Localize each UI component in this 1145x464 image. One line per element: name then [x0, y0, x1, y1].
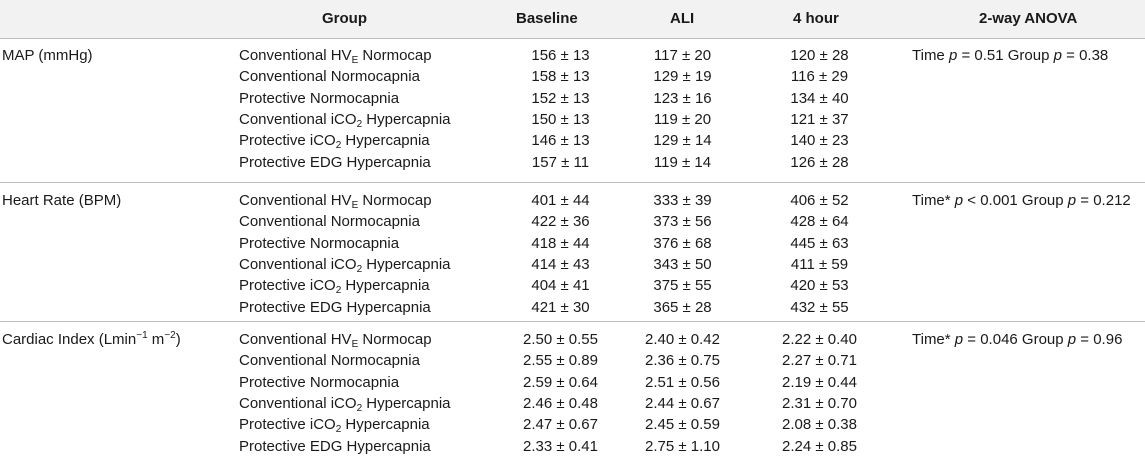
baseline-cell: 2.50 ± 0.55 [523, 331, 598, 348]
baseline-cell: 158 ± 13 [531, 68, 590, 86]
parameter-label: MAP (mmHg) [2, 47, 93, 64]
table-row [0, 395, 1145, 416]
ali-cell: 343 ± 50 [653, 255, 712, 273]
table-section [0, 182, 1145, 322]
table-row [0, 416, 1145, 437]
ali-cell: 2.75 ± 1.10 [645, 437, 720, 455]
ali-cell: 129 ± 14 [653, 132, 712, 150]
ali-cell: 333 ± 39 [653, 192, 712, 209]
group-cell: Conventional Normocapnia [239, 68, 420, 86]
header-baseline: Baseline [516, 10, 578, 27]
table-row [0, 154, 1145, 175]
four-hour-cell: 2.22 ± 0.40 [782, 331, 857, 348]
group-cell: Protective EDG Hypercapnia [239, 153, 431, 171]
four-hour-cell: 2.27 ± 0.71 [782, 352, 857, 370]
anova-result: Time* p = 0.046 Group p = 0.96 [912, 331, 1123, 348]
baseline-cell: 418 ± 44 [531, 234, 590, 252]
ali-cell: 365 ± 28 [653, 298, 712, 316]
group-cell: Protective EDG Hypercapnia [239, 298, 431, 316]
baseline-cell: 156 ± 13 [531, 47, 590, 64]
four-hour-cell: 2.24 ± 0.85 [782, 437, 857, 455]
group-cell: Conventional Normocapnia [239, 213, 420, 231]
ali-cell: 373 ± 56 [653, 213, 712, 231]
header-group: Group [322, 10, 367, 27]
header-ali: ALI [670, 10, 695, 27]
table-row [0, 256, 1145, 277]
ali-cell: 2.44 ± 0.67 [645, 394, 720, 412]
table-row [0, 277, 1145, 298]
parameter-label: Heart Rate (BPM) [2, 192, 122, 209]
ali-cell: 2.40 ± 0.42 [645, 331, 720, 348]
ali-cell: 2.45 ± 0.59 [645, 416, 720, 434]
baseline-cell: 414 ± 43 [531, 255, 590, 273]
parameter-label: Cardiac Index (Lmin$^{-1}$ $m^{-2}$) [2, 330, 181, 348]
table-row [0, 374, 1145, 395]
ali-cell: 119 ± 14 [653, 153, 712, 171]
group-cell: Protective Normocapnia [239, 234, 400, 252]
ali-cell: 123 ± 16 [653, 89, 712, 107]
table-row [0, 68, 1145, 89]
baseline-cell: 404 ± 41 [531, 277, 590, 295]
four-hour-cell: 121 ± 37 [790, 110, 849, 128]
table-row [0, 235, 1145, 256]
four-hour-cell: 116 ± 29 [790, 68, 849, 86]
four-hour-cell: 2.31 ± 0.70 [782, 394, 857, 412]
baseline-cell: 2.55 ± 0.89 [523, 352, 598, 370]
four-hour-cell: 2.19 ± 0.44 [782, 373, 857, 391]
four-hour-cell: 428 ± 64 [790, 213, 849, 231]
table-section [0, 38, 1145, 182]
baseline-cell: 157 ± 11 [531, 153, 590, 171]
baseline-cell: 2.59 ± 0.64 [523, 373, 598, 391]
group-cell: Protective EDG Hypercapnia [239, 437, 431, 455]
baseline-cell: 422 ± 36 [531, 213, 590, 231]
four-hour-cell: 134 ± 40 [790, 89, 849, 107]
baseline-cell: 150 ± 13 [531, 110, 590, 128]
table-row [0, 331, 1145, 352]
group-cell: Protective iCO$_2$ Hypercapnia [239, 277, 430, 297]
four-hour-cell: 432 ± 55 [790, 298, 849, 316]
table-row [0, 90, 1145, 111]
baseline-cell: 2.33 ± 0.41 [523, 437, 598, 455]
baseline-cell: 401 ± 44 [531, 192, 590, 209]
ali-cell: 119 ± 20 [653, 110, 712, 128]
ali-cell: 2.51 ± 0.56 [645, 373, 720, 391]
baseline-cell: 421 ± 30 [531, 298, 590, 316]
anova-result: Time p = 0.51 Group p = 0.38 [912, 47, 1109, 64]
baseline-cell: 2.47 ± 0.67 [523, 416, 598, 434]
baseline-cell: 152 ± 13 [531, 89, 590, 107]
group-cell: Conventional iCO$_2$ Hypercapnia [239, 255, 451, 275]
group-cell: Conventional iCO$_2$ Hypercapnia [239, 110, 451, 130]
four-hour-cell: 2.08 ± 0.38 [782, 416, 857, 434]
ali-cell: 375 ± 55 [653, 277, 712, 295]
group-cell: Conventional iCO$_2$ Hypercapnia [239, 394, 451, 414]
group-cell: Conventional $HV_E$ Normocap [239, 331, 432, 350]
four-hour-cell: 420 ± 53 [790, 277, 849, 295]
ali-cell: 117 ± 20 [653, 47, 712, 64]
four-hour-cell: 406 ± 52 [790, 192, 849, 209]
four-hour-cell: 120 ± 28 [790, 47, 849, 64]
ali-cell: 2.36 ± 0.75 [645, 352, 720, 370]
table-section [0, 321, 1145, 464]
group-cell: Protective iCO$_2$ Hypercapnia [239, 416, 430, 436]
table-row [0, 213, 1145, 234]
table-row [0, 132, 1145, 153]
four-hour-cell: 411 ± 59 [790, 255, 849, 273]
table-row [0, 192, 1145, 213]
anova-result: Time* p < 0.001 Group p = 0.212 [912, 192, 1131, 209]
baseline-cell: 146 ± 13 [531, 132, 590, 150]
header-anova: 2-way ANOVA [979, 10, 1078, 27]
table-row [0, 111, 1145, 132]
group-cell: Protective Normocapnia [239, 89, 400, 107]
table-row [0, 47, 1145, 68]
four-hour-cell: 140 ± 23 [790, 132, 849, 150]
table-row [0, 299, 1145, 320]
baseline-cell: 2.46 ± 0.48 [523, 394, 598, 412]
four-hour-cell: 445 ± 63 [790, 234, 849, 252]
ali-cell: 129 ± 19 [653, 68, 712, 86]
four-hour-cell: 126 ± 28 [790, 153, 849, 171]
table-row [0, 438, 1145, 459]
group-cell: Protective Normocapnia [239, 373, 400, 391]
table-header [0, 0, 1145, 39]
header-4-hour: 4 hour [793, 10, 839, 27]
ali-cell: 376 ± 68 [653, 234, 712, 252]
group-cell: Conventional $HV_E$ Normocap [239, 47, 432, 66]
group-cell: Conventional Normocapnia [239, 352, 420, 370]
group-cell: Protective iCO$_2$ Hypercapnia [239, 132, 430, 152]
group-cell: Conventional $HV_E$ Normocap [239, 192, 432, 211]
table-row [0, 352, 1145, 373]
